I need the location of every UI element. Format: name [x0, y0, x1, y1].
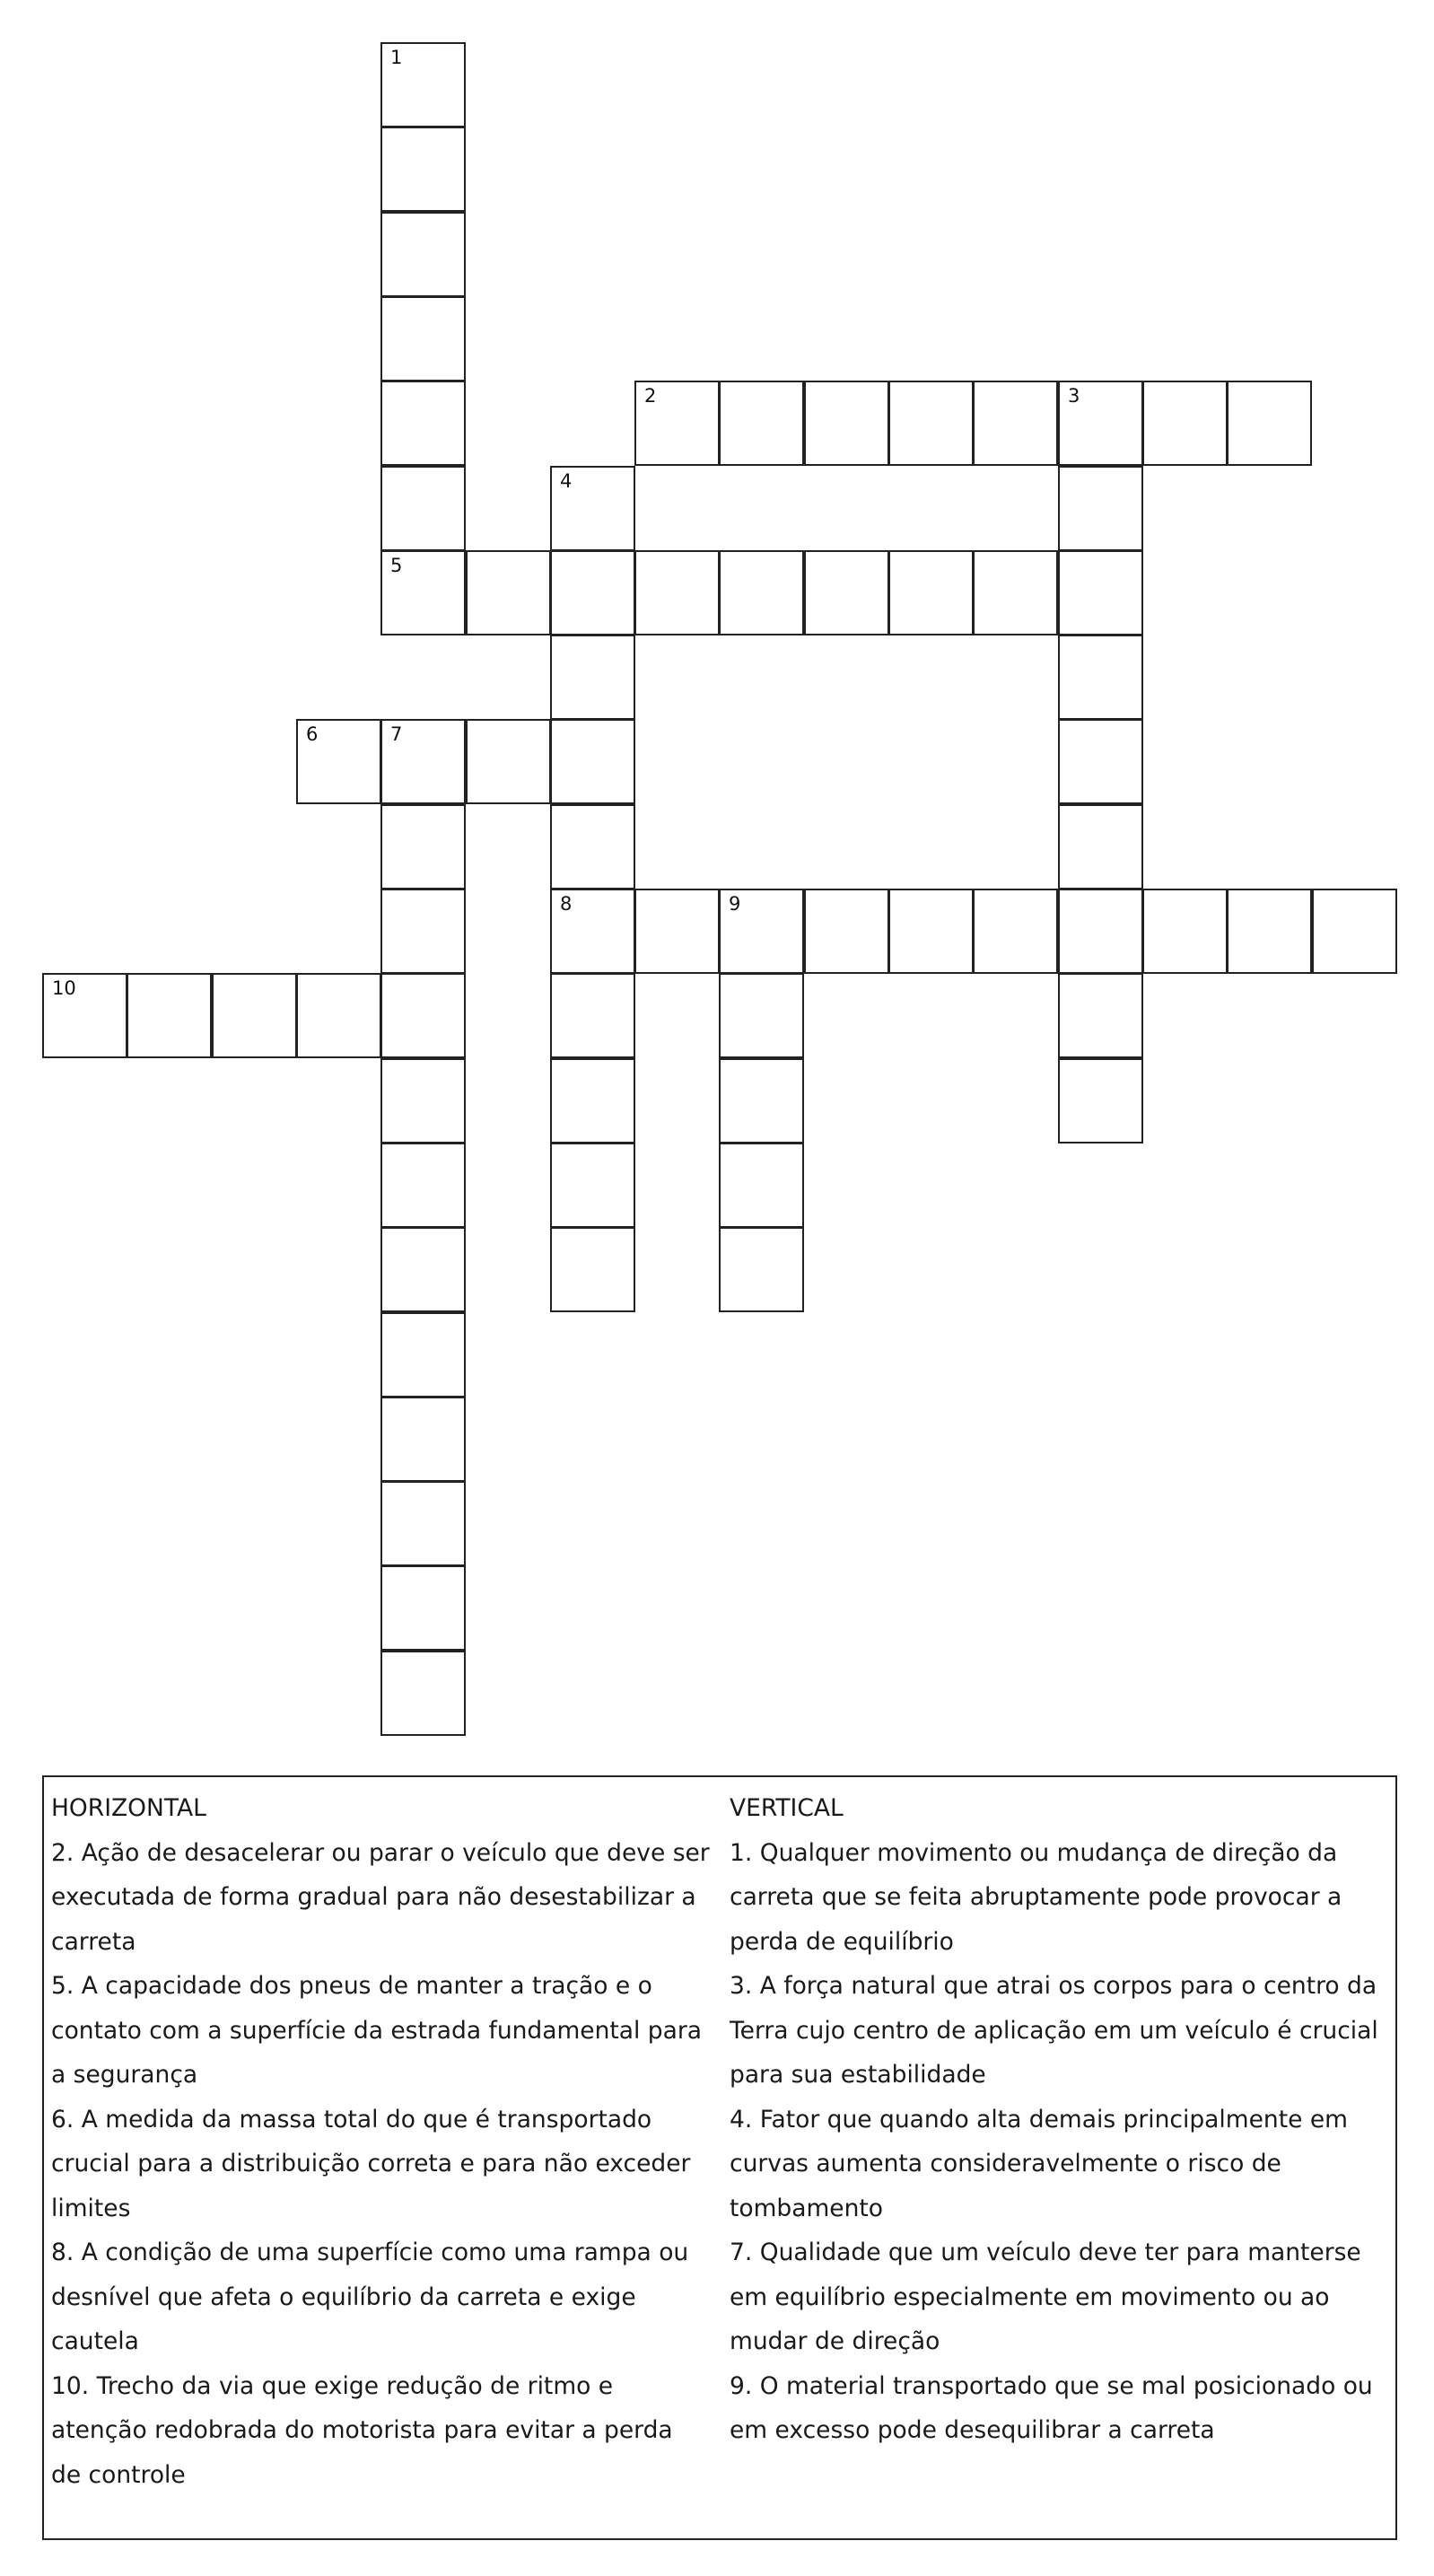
clue-line: contato com a superfície da estrada fundamental para — [51, 2016, 702, 2045]
crossword-cell[interactable] — [380, 212, 466, 297]
clue-number: 1 — [390, 47, 403, 68]
clue-line: 10. Trecho da via que exige redução de ritmo e — [51, 2371, 614, 2400]
crossword-cell[interactable] — [1058, 466, 1143, 551]
crossword-cell[interactable] — [1227, 889, 1312, 974]
clue-number: 4 — [560, 470, 573, 492]
crossword-cell[interactable] — [380, 1312, 466, 1398]
crossword-cell[interactable] — [888, 381, 974, 466]
crossword-cell[interactable] — [634, 889, 720, 974]
crossword-cell[interactable] — [380, 1058, 466, 1143]
crossword-cell-2[interactable] — [634, 381, 720, 466]
crossword-cell-5[interactable] — [380, 550, 466, 635]
crossword-cell[interactable] — [1058, 973, 1143, 1058]
crossword-cell-4[interactable] — [550, 466, 635, 551]
crossword-cell[interactable] — [380, 127, 466, 212]
clue-line: em equilíbrio especialmente em movimento ou ao — [730, 2282, 1330, 2311]
clue-line: executada de forma gradual para não desestabilizar a — [51, 1883, 696, 1911]
crossword-cell[interactable] — [1058, 635, 1143, 720]
crossword-cell[interactable] — [1058, 1058, 1143, 1143]
crossword-cell-1[interactable] — [380, 42, 466, 127]
crossword-cell[interactable] — [1058, 719, 1143, 804]
crossword-cell[interactable] — [296, 973, 381, 1058]
crossword-cell[interactable] — [380, 1651, 466, 1736]
crossword-cell-8[interactable] — [550, 889, 635, 974]
clue-line: 2. Ação de desacelerar ou parar o veículo que deve ser — [51, 1838, 710, 1867]
vertical-clues — [730, 1786, 1404, 2453]
clue-number: 2 — [644, 385, 657, 407]
crossword-cell[interactable] — [634, 550, 720, 635]
clue-line: 3. A força natural que atrai os corpos para o centro da — [730, 1972, 1377, 2000]
clue-line: 8. A condição de uma superfície como uma rampa ou — [51, 2239, 689, 2266]
crossword-cell[interactable] — [550, 973, 635, 1058]
crossword-cell[interactable] — [973, 550, 1058, 635]
crossword-cell[interactable] — [719, 381, 804, 466]
crossword-cell[interactable] — [550, 1143, 635, 1228]
crossword-cell-3[interactable] — [1058, 381, 1143, 466]
clue-line: curvas aumenta consideravelmente o risco de — [730, 2150, 1281, 2177]
crossword-cell[interactable] — [973, 889, 1058, 974]
clue-line: 5. A capacidade dos pneus de manter a tração e o — [51, 1972, 652, 2000]
clue-line: a segurança — [51, 2061, 198, 2089]
clue-number: 8 — [560, 893, 573, 915]
crossword-cell[interactable] — [719, 1058, 804, 1143]
clue-number: 10 — [52, 977, 76, 999]
clue-line: carreta que se feita abruptamente pode provocar a — [730, 1883, 1342, 1911]
crossword-cell[interactable] — [1142, 889, 1228, 974]
crossword-cell[interactable] — [550, 550, 635, 635]
crossword-cell[interactable] — [888, 889, 974, 974]
crossword-cell[interactable] — [380, 1143, 466, 1228]
crossword-cell[interactable] — [380, 296, 466, 381]
clue-line: em excesso pode desequilibrar a carreta — [730, 2416, 1215, 2444]
clue-line: para sua estabilidade — [730, 2061, 986, 2089]
crossword-cell[interactable] — [719, 973, 804, 1058]
clue-number: 6 — [306, 723, 319, 745]
crossword-cell[interactable] — [380, 804, 466, 889]
clue-line: 6. A medida da massa total do que é transportado — [51, 2105, 652, 2134]
crossword-cell[interactable] — [804, 550, 889, 635]
crossword-cell[interactable] — [380, 889, 466, 974]
clue-line: de controle — [51, 2460, 186, 2489]
crossword-cell-7[interactable] — [380, 719, 466, 804]
clues-box — [42, 1775, 1397, 2540]
crossword-cell[interactable] — [212, 973, 297, 1058]
crossword-cell[interactable] — [466, 550, 551, 635]
clue-line: desnível que afeta o equilíbrio da carreta e exige — [51, 2282, 636, 2311]
crossword-cell[interactable] — [719, 1227, 804, 1312]
crossword-cell[interactable] — [1227, 381, 1312, 466]
crossword-cell[interactable] — [804, 381, 889, 466]
clue-line: tombamento — [730, 2194, 883, 2222]
crossword-cell[interactable] — [1142, 381, 1228, 466]
crossword-cell[interactable] — [380, 1565, 466, 1651]
crossword-cell[interactable] — [1058, 889, 1143, 974]
clue-number: 5 — [390, 555, 403, 576]
clue-line: Terra cujo centro de aplicação em um veículo é crucial — [730, 2016, 1378, 2045]
clue-line: 1. Qualquer movimento ou mudança de direção da — [730, 1838, 1338, 1867]
clue-line: 9. O material transportado que se mal posicionado ou — [730, 2371, 1373, 2400]
crossword-cell[interactable] — [380, 381, 466, 466]
crossword-cell[interactable] — [380, 1227, 466, 1312]
crossword-cell-10[interactable] — [42, 973, 127, 1058]
crossword-cell[interactable] — [804, 889, 889, 974]
crossword-cell[interactable] — [1312, 889, 1397, 974]
crossword-cell[interactable] — [380, 1397, 466, 1482]
clue-line: mudar de direção — [730, 2327, 940, 2355]
clue-line: perda de equilíbrio — [730, 1927, 954, 1956]
clue-line: 4. Fator que quando alta demais principalmente em — [730, 2105, 1348, 2134]
crossword-cell[interactable] — [550, 1227, 635, 1312]
clue-number: 9 — [729, 893, 741, 915]
clue-line: cautela — [51, 2327, 139, 2355]
crossword-cell[interactable] — [550, 1058, 635, 1143]
crossword-cell[interactable] — [1058, 804, 1143, 889]
vertical-heading: VERTICAL — [730, 1794, 844, 1822]
crossword-cell[interactable] — [380, 466, 466, 551]
clue-line: 7. Qualidade que um veículo deve ter para manterse — [730, 2239, 1361, 2266]
crossword-cell-6[interactable] — [296, 719, 381, 804]
horizontal-heading: HORIZONTAL — [51, 1794, 206, 1822]
clue-number: 7 — [390, 723, 403, 745]
crossword-cell-9[interactable] — [719, 889, 804, 974]
clue-line: crucial para a distribuição correta e para não exceder — [51, 2150, 691, 2177]
crossword-cell[interactable] — [127, 973, 212, 1058]
horizontal-clues — [51, 1786, 726, 2497]
crossword-cell[interactable] — [550, 804, 635, 889]
clue-line: carreta — [51, 1927, 136, 1956]
crossword-cell[interactable] — [380, 1481, 466, 1566]
crossword-cell[interactable] — [888, 550, 974, 635]
crossword-cell[interactable] — [550, 719, 635, 804]
crossword-cell[interactable] — [719, 1143, 804, 1228]
crossword-cell[interactable] — [1058, 550, 1143, 635]
crossword-cell[interactable] — [719, 550, 804, 635]
crossword-cell[interactable] — [466, 719, 551, 804]
crossword-cell[interactable] — [380, 973, 466, 1058]
clue-line: limites — [51, 2194, 131, 2222]
clue-number: 3 — [1068, 385, 1080, 407]
clue-line: atenção redobrada do motorista para evitar a perda — [51, 2416, 673, 2444]
crossword-cell[interactable] — [550, 635, 635, 720]
crossword-cell[interactable] — [973, 381, 1058, 466]
